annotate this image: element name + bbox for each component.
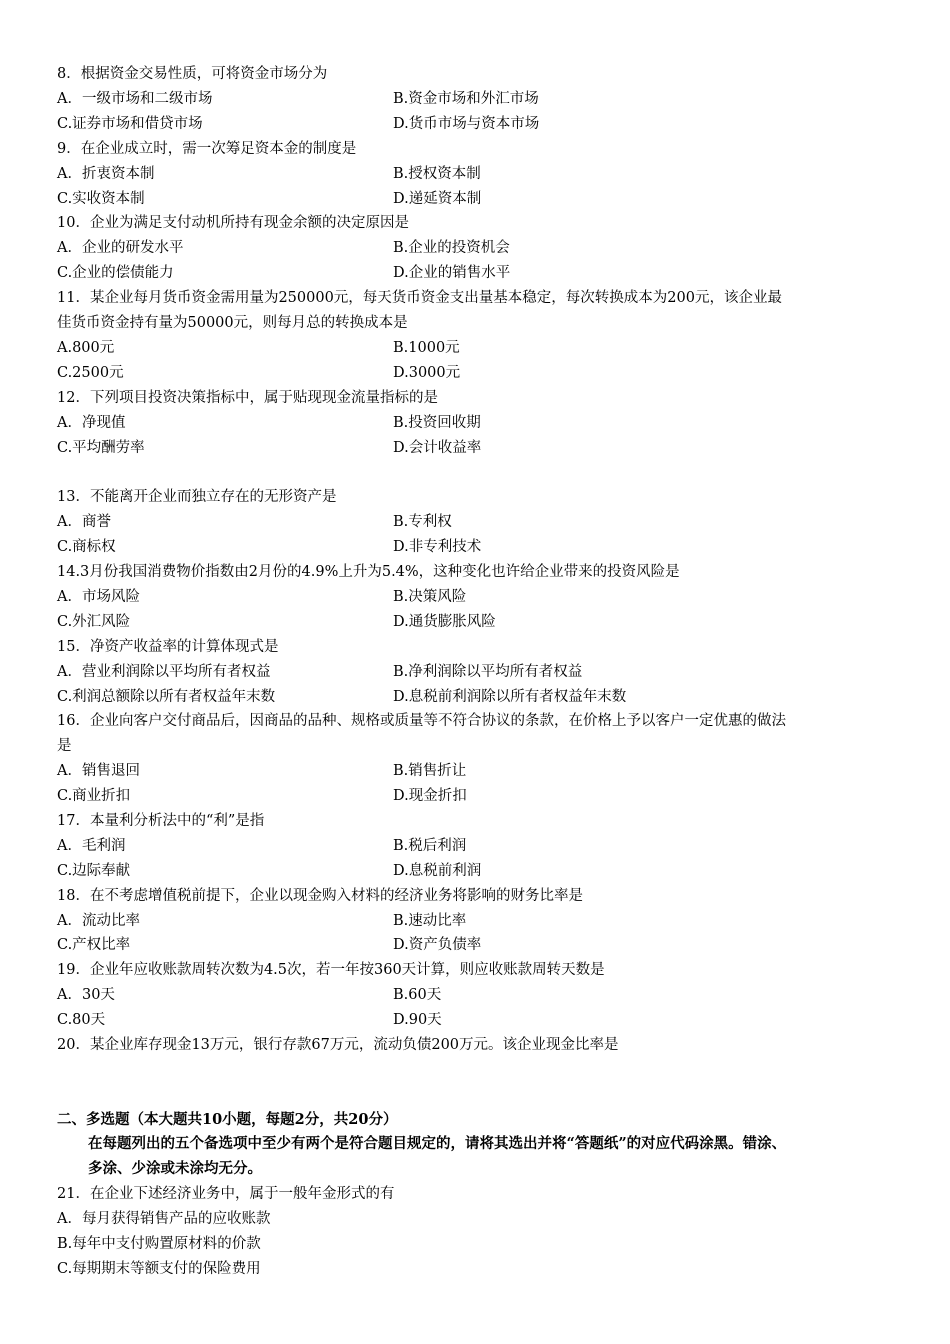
question-15: 15．净资产收益率的计算体现式是 [57, 639, 279, 655]
option-b: B.速动比率 [393, 913, 467, 929]
option-b: B.60天 [393, 987, 442, 1003]
option-c: C.产权比率 [57, 937, 131, 953]
options-row [57, 512, 907, 532]
option-a: A．毛利润 [57, 838, 126, 854]
options-row [57, 935, 907, 955]
option-a: A.800元 [57, 340, 115, 356]
question-11: 11．某企业每月货币资金需用量为250000元，每天货币资金支出量基本稳定，每次转换成本为200元，该企业最 [57, 290, 782, 306]
question-19: 19．企业年应收账款周转次数为4.5次，若一年按360天计算，则应收账款周转天数是 [57, 962, 605, 978]
options-row [57, 786, 907, 806]
option-d: D.货币市场与资本市场 [393, 116, 540, 132]
options-row [57, 662, 907, 682]
option-a: A．一级市场和二级市场 [57, 91, 213, 107]
option-b: B.资金市场和外汇市场 [393, 91, 539, 107]
question-11-cont: 佳货币资金持有量为50000元，则每月总的转换成本是 [57, 315, 408, 331]
option-d: D.非专利技术 [393, 539, 482, 555]
option-c: C.证券市场和借贷市场 [57, 116, 203, 132]
option-a: A．30天 [57, 987, 115, 1003]
question-16-cont: 是 [57, 738, 72, 754]
option-a: A．企业的研发水平 [57, 240, 184, 256]
options-row [57, 438, 907, 458]
option-b: B.每年中支付购置原材料的价款 [57, 1236, 261, 1252]
option-d: D.递延资本制 [393, 191, 482, 207]
question-18: 18．在不考虑增值税前提下，企业以现金购入材料的经济业务将影响的财务比率是 [57, 888, 583, 904]
question-17: 17．本量利分析法中的“利”是指 [57, 813, 265, 829]
option-d: D.3000元 [393, 365, 461, 381]
option-d: D.会计收益率 [393, 440, 482, 456]
option-c: C.企业的偿债能力 [57, 265, 174, 281]
option-b: B.授权资本制 [393, 166, 481, 182]
option-c: C.80天 [57, 1012, 106, 1028]
question-8: 8．根据资金交易性质，可将资金市场分为 [57, 66, 328, 82]
option-d: D.通货膨胀风险 [393, 614, 496, 630]
option-b: B.净利润除以平均所有者权益 [393, 664, 583, 680]
question-10: 10．企业为满足支付动机所持有现金余额的决定原因是 [57, 215, 409, 231]
option-d: D.息税前利润除以所有者权益年末数 [393, 689, 627, 705]
question-14: 14.3月份我国消费物价指数由2月份的4.9%上升为5.4%，这种变化也许给企业带来的投资风险是 [57, 564, 680, 580]
options-row [57, 338, 907, 358]
options-row [57, 612, 907, 632]
options-row [57, 89, 907, 109]
option-b: B.1000元 [393, 340, 460, 356]
options-row [57, 985, 907, 1005]
option-c: C.利润总额除以所有者权益年末数 [57, 689, 276, 705]
question-13: 13．不能离开企业而独立存在的无形资产是 [57, 489, 337, 505]
option-d: D.资产负债率 [393, 937, 482, 953]
option-a: A．每月获得销售产品的应收账款 [57, 1211, 271, 1227]
option-b: B.决策风险 [393, 589, 467, 605]
question-20: 20．某企业库存现金13万元，银行存款67万元，流动负债200万元。该企业现金比率是 [57, 1037, 619, 1053]
option-d: D.90天 [393, 1012, 442, 1028]
options-row [57, 861, 907, 881]
option-b: B.专利权 [393, 514, 452, 530]
options-row [57, 363, 907, 383]
options-row [57, 587, 907, 607]
option-a: A．流动比率 [57, 913, 140, 929]
option-c: C.每期期末等额支付的保险费用 [57, 1261, 261, 1277]
option-c: C.边际奉献 [57, 863, 131, 879]
options-row [57, 1010, 907, 1030]
question-9: 9．在企业成立时，需一次筹足资本金的制度是 [57, 141, 357, 157]
options-row [57, 537, 907, 557]
option-d: D.息税前利润 [393, 863, 482, 879]
option-c: C.平均酬劳率 [57, 440, 145, 456]
options-row [57, 761, 907, 781]
option-d: D.企业的销售水平 [393, 265, 511, 281]
options-row [57, 114, 907, 134]
option-a: A．营业利润除以平均所有者权益 [57, 664, 271, 680]
section-2-instructions: 在每题列出的五个备选项中至少有两个是符合题目规定的，请将其选出并将“答题纸”的对应代码涂黑。错涂、 [88, 1135, 787, 1152]
option-c: C.商业折扣 [57, 788, 131, 804]
option-b: B.税后利润 [393, 838, 467, 854]
options-row [57, 836, 907, 856]
option-a: A．商誉 [57, 514, 111, 530]
options-row [57, 911, 907, 931]
option-c: C.商标权 [57, 539, 116, 555]
options-row [57, 413, 907, 433]
question-12: 12．下列项目投资决策指标中，属于贴现现金流量指标的是 [57, 390, 438, 406]
question-21: 21．在企业下述经济业务中，属于一般年金形式的有 [57, 1186, 395, 1202]
option-a: A．折衷资本制 [57, 166, 155, 182]
option-c: C.2500元 [57, 365, 124, 381]
option-b: B.投资回收期 [393, 415, 481, 431]
option-b: B.销售折让 [393, 763, 467, 779]
section-2-title: 二、多选题（本大题共10小题，每题2分，共20分） [57, 1111, 398, 1128]
section-2-instructions-cont: 多涂、少涂或未涂均无分。 [88, 1160, 262, 1177]
options-row [57, 164, 907, 184]
option-a: A．市场风险 [57, 589, 140, 605]
option-a: A．净现值 [57, 415, 126, 431]
options-row [57, 238, 907, 258]
option-b: B.企业的投资机会 [393, 240, 510, 256]
options-row [57, 687, 907, 707]
option-c: C.外汇风险 [57, 614, 131, 630]
option-d: D.现金折扣 [393, 788, 467, 804]
options-row [57, 189, 907, 209]
question-16: 16．企业向客户交付商品后，因商品的品种、规格或质量等不符合协议的条款，在价格上予以客户一定优惠的做法 [57, 713, 786, 729]
option-a: A．销售退回 [57, 763, 140, 779]
option-c: C.实收资本制 [57, 191, 145, 207]
options-row [57, 263, 907, 283]
